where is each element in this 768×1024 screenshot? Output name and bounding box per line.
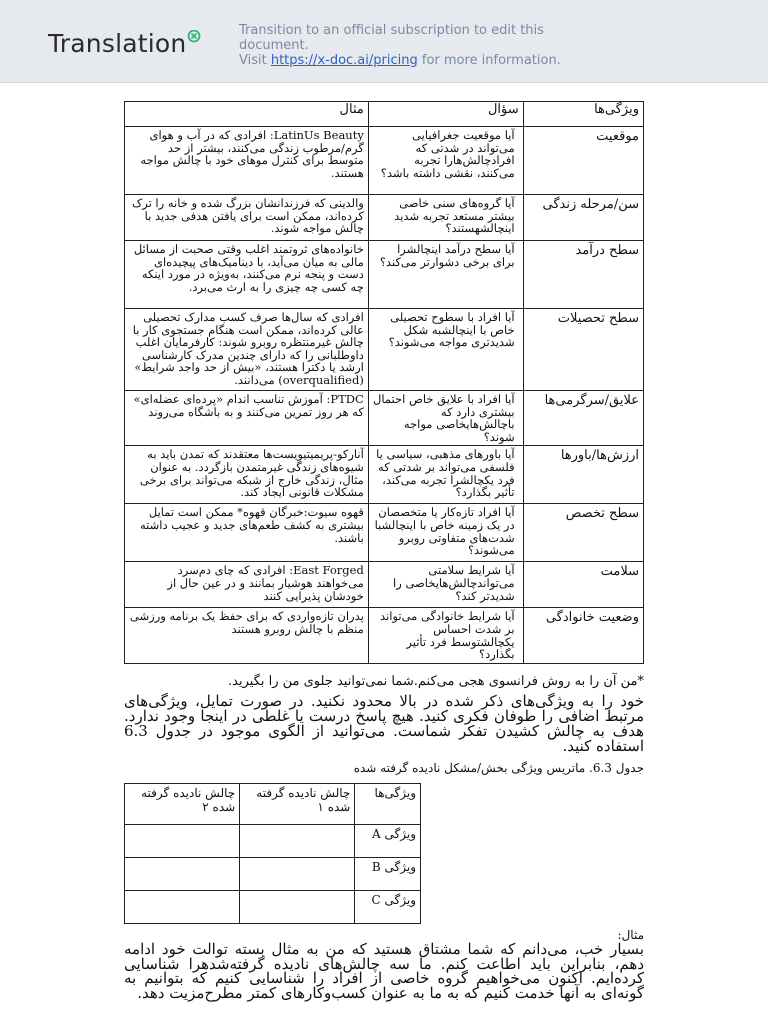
feature-cell: سلامت [523,562,643,608]
empty-cell [240,858,355,891]
table-header-row [125,784,421,825]
feature-cell: سطح تحصیلات [523,309,643,391]
table-row [125,446,644,504]
empty-cell [125,858,240,891]
header-challenge-1: چالش نادیده گرفته شده ۱ [240,784,355,825]
pricing-link[interactable]: https://x-doc.ai/pricing [270,53,418,68]
feature-cell: وضعیت خانوادگی [523,608,643,664]
table-row [125,608,644,664]
empty-cell [125,825,240,858]
question-cell: آیا باورهای مذهبی، سیاسی یا فلسفی می‌تواند بر شدتی که فرد یکچالشرا تجربه می‌کند، تأثیر بگذارد؟ [368,446,523,504]
feature-cell: موقعیت [523,127,643,195]
header-challenge-2: چالش نادیده گرفته شده ۲ [125,784,240,825]
banner-message [239,23,599,68]
table-header-row [125,102,644,127]
example-cell: PTDC: آموزش تناسب اندام «پرده‌ای عضله‌ای» که هر روز تمرین می‌کنند و به باشگاه می‌روند [125,391,369,446]
table-row [125,858,421,891]
logo-text: Translation [48,28,187,58]
question-cell: آیا افراد با سطوح تحصیلی خاص با اینچالشبه شکل شدیدتری مواجه می‌شوند؟ [368,309,523,391]
example-cell: قهوه سیوت:خبرگان قهوه* ممکن است تمایل بیشتری به کشف طعم‌های جدید و عجیب داشته باشند. [125,504,369,562]
table-row [125,825,421,858]
translation-logo [48,26,201,60]
feature-cell: سطح تخصص [523,504,643,562]
question-cell: آیا افراد تازه‌کار یا متخصصان در یک زمینه خاص با اینچالشبا شدت‌های متفاوتی روبرو می‌شوند؟ [368,504,523,562]
question-cell: آیا گروه‌های سنی خاصی بیشتر مستعد تجربه شدید اینچالشهستند؟ [368,195,523,241]
example-label: مثال: [617,928,644,942]
example-cell: پدران تازه‌واردی که برای حفظ یک برنامه ورزشی منظم با چالش روبرو هستند [125,608,369,664]
question-cell: آیا شرایط خانوادگی می‌تواند بر شدت احساس یکچالشتوسط فرد تأثیر بگذارد؟ [368,608,523,664]
header-question: سؤال [368,102,523,127]
table-row [125,504,644,562]
feature-cell: ویژگی C [355,891,421,924]
table-row [125,241,644,309]
feature-matrix-table [124,783,421,924]
header-example: مثال [125,102,369,127]
example-cell: East Forged: افرادی که چای دم‌سرد می‌خواهند هوشیار بمانند و در عین حال از خودشان پذیرایی کنند [125,562,369,608]
header-features: ویژگی‌ها [523,102,643,127]
empty-cell [240,891,355,924]
question-cell: آیا شرایط سلامتی می‌تواندچالش‌هایخاصی را شدیدتر کند؟ [368,562,523,608]
table-row [125,309,644,391]
subscription-banner [0,0,768,83]
table-caption: جدول 6.3. ماتریس ویژگی بخش/مشکل نادیده گرفته شده [353,761,644,775]
banner-line-2 [239,53,599,68]
feature-cell: ویژگی A [355,825,421,858]
example-cell: والدینی که فرزندانشان بزرگ شده و خانه را ترک کرده‌اند، ممکن است برای یافتن هدفی جدید با چالش مواجه شوند. [125,195,369,241]
question-cell: آیا موقعیت جغرافیایی می‌تواند در شدتی که افرادچالش‌هارا تجربه می‌کنند، نقشی داشته باشد؟ [368,127,523,195]
empty-cell [125,891,240,924]
table-row [125,891,421,924]
example-cell: آنارکو-پریمیتیویست‌ها معتقدند که تمدن باید به شیوه‌های زندگی غیرمتمدن بازگردد. به عنوان مثال، زندگی خارج از شبکه می‌تواند برای برخی مشکلات قانونی ایجاد کند. [125,446,369,504]
banner-line-2-prefix: Visit [239,53,271,68]
table-row [125,391,644,446]
feature-cell: علایق/سرگرمی‌ها [523,391,643,446]
banner-line-1: Transition to an official subscription to edit this document. [239,23,544,53]
body-paragraph-1: خود را به ویژگی‌های ذکر شده در بالا محدود نکنید. در صورت تمایل، ویژگی‌های مرتبط اضافی را طوفان فکری کنید. هیچ پاسخ درست یا غلطی در اینجا وجود ندارد. هدف به چالش کشیدن تفکر شماست. می‌توانید از الگوی موجود در جدول 6.3 استفاده کنید. [124,692,644,755]
feature-cell: ارزش‌ها/باورها [523,446,643,504]
table-row [125,562,644,608]
example-cell: افرادی که سال‌ها صرف کسب مدارک تحصیلی عالی کرده‌اند، ممکن است هنگام جستجوی کار با چالش غیرمنتظره روبرو شوند: کارفرمایان اغلب داوطلبانی را که دارای چندین مدرک کارشناسی ارشد یا دکترا هستند، «بیش از حد واجد شرایط» (overqualified) می‌دانند. [125,309,369,391]
segment-features-table [124,101,644,664]
empty-cell [240,825,355,858]
question-cell: آیا سطح درآمد اینچالشرا برای برخی دشوارتر می‌کند؟ [368,241,523,309]
table-row [125,127,644,195]
feature-cell: سن/مرحله زندگی [523,195,643,241]
footnote: *من آن را به روش فرانسوی هجی می‌کنم.شما نمی‌توانید جلوی من را بگیرید. [228,674,644,689]
logo-x-icon [187,30,201,46]
table-row [125,195,644,241]
example-cell: LatinUs Beauty: افرادی که در آب و هوای گرم/مرطوب زندگی می‌کنند، بیشتر از حد متوسط برای کنترل موهای خود با چالش مواجه هستند. [125,127,369,195]
question-cell: آیا افراد با علایق خاص احتمال بیشتری دارد که باچالش‌هایخاصی مواجه شوند؟ [368,391,523,446]
feature-cell: ویژگی B [355,858,421,891]
body-paragraph-2: بسیار خب، می‌دانم که شما مشتاق هستید که من به مثال بسته توالت خود ادامه دهم، بنابراین باید اطاعت کنم. ما سه چالش‌های نادیده گرفته‌شدهرا شناسایی کرده‌ایم. اکنون می‌خواهیم گروه خاصی از افراد را شناسایی کنیم که بتوانیم به گونه‌ای به آنها خدمت کنیم که به ما به عنوان کسب‌وکارهای کمتر مطرح‌مزیت دهد. [124,940,644,1002]
banner-line-2-suffix: for more information. [417,53,561,68]
feature-cell: سطح درآمد [523,241,643,309]
header-features: ویژگی‌ها [355,784,421,825]
example-cell: خانواده‌های ثروتمند اغلب وقتی صحبت از مسائل مالی به میان می‌آید، با دینامیک‌های پیچیده‌ای دست و پنجه نرم می‌کنند، به‌ویژه در مورد اینکه چه کسی چه چیزی را به ارث می‌برد. [125,241,369,309]
